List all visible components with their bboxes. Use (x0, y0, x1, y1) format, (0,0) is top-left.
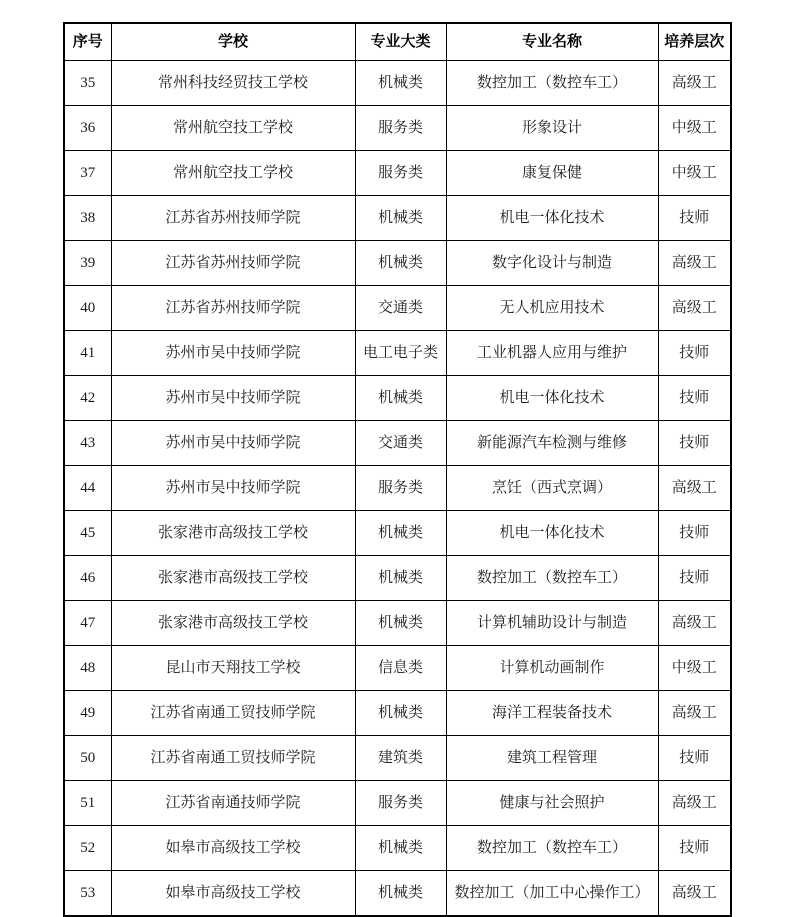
cell-school: 苏州市吴中技师学院 (111, 466, 355, 511)
cell-training-level: 高级工 (658, 691, 731, 736)
cell-serial-number: 36 (64, 106, 111, 151)
cell-major-category: 服务类 (355, 151, 446, 196)
cell-major-name: 数控加工（数控车工） (446, 826, 658, 871)
cell-school: 张家港市高级技工学校 (111, 601, 355, 646)
cell-major-category: 机械类 (355, 196, 446, 241)
cell-school: 常州航空技工学校 (111, 151, 355, 196)
cell-major-name: 健康与社会照护 (446, 781, 658, 826)
table-row (64, 646, 731, 691)
cell-training-level: 技师 (658, 196, 731, 241)
table-row (64, 826, 731, 871)
table-body (64, 61, 731, 917)
column-header-serial-number: 序号 (64, 23, 111, 61)
cell-major-name: 机电一体化技术 (446, 196, 658, 241)
cell-school: 如皋市高级技工学校 (111, 871, 355, 917)
table-row (64, 151, 731, 196)
cell-serial-number: 52 (64, 826, 111, 871)
table-row (64, 61, 731, 106)
cell-school: 江苏省苏州技师学院 (111, 241, 355, 286)
cell-training-level: 技师 (658, 556, 731, 601)
cell-school: 江苏省苏州技师学院 (111, 196, 355, 241)
cell-major-name: 计算机动画制作 (446, 646, 658, 691)
column-header-school: 学校 (111, 23, 355, 61)
cell-school: 江苏省南通工贸技师学院 (111, 736, 355, 781)
table-row (64, 106, 731, 151)
cell-serial-number: 40 (64, 286, 111, 331)
cell-training-level: 高级工 (658, 286, 731, 331)
cell-major-name: 数控加工（数控车工） (446, 556, 658, 601)
cell-training-level: 高级工 (658, 241, 731, 286)
cell-serial-number: 39 (64, 241, 111, 286)
table-row (64, 241, 731, 286)
cell-major-name: 建筑工程管理 (446, 736, 658, 781)
cell-school: 苏州市吴中技师学院 (111, 331, 355, 376)
cell-major-category: 机械类 (355, 376, 446, 421)
cell-training-level: 高级工 (658, 466, 731, 511)
table-row (64, 331, 731, 376)
table-row (64, 556, 731, 601)
cell-serial-number: 41 (64, 331, 111, 376)
cell-major-category: 机械类 (355, 511, 446, 556)
cell-school: 苏州市吴中技师学院 (111, 376, 355, 421)
cell-serial-number: 45 (64, 511, 111, 556)
table-row (64, 736, 731, 781)
cell-school: 江苏省南通技师学院 (111, 781, 355, 826)
cell-serial-number: 42 (64, 376, 111, 421)
cell-training-level: 中级工 (658, 106, 731, 151)
cell-serial-number: 46 (64, 556, 111, 601)
cell-major-category: 交通类 (355, 421, 446, 466)
table-row (64, 286, 731, 331)
cell-major-category: 机械类 (355, 691, 446, 736)
cell-serial-number: 44 (64, 466, 111, 511)
cell-serial-number: 49 (64, 691, 111, 736)
cell-training-level: 中级工 (658, 151, 731, 196)
cell-school: 常州科技经贸技工学校 (111, 61, 355, 106)
cell-major-category: 机械类 (355, 826, 446, 871)
cell-school: 如皋市高级技工学校 (111, 826, 355, 871)
cell-serial-number: 43 (64, 421, 111, 466)
cell-major-name: 烹饪（西式烹调） (446, 466, 658, 511)
table-row (64, 781, 731, 826)
cell-major-category: 建筑类 (355, 736, 446, 781)
cell-major-category: 信息类 (355, 646, 446, 691)
school-majors-table-container (63, 22, 730, 901)
header-row (64, 23, 731, 61)
cell-school: 苏州市吴中技师学院 (111, 421, 355, 466)
cell-major-name: 数控加工（数控车工） (446, 61, 658, 106)
cell-training-level: 技师 (658, 736, 731, 781)
cell-training-level: 技师 (658, 376, 731, 421)
cell-training-level: 高级工 (658, 781, 731, 826)
cell-training-level: 技师 (658, 511, 731, 556)
cell-major-name: 机电一体化技术 (446, 376, 658, 421)
cell-major-name: 康复保健 (446, 151, 658, 196)
cell-training-level: 技师 (658, 331, 731, 376)
column-header-major-name: 专业名称 (446, 23, 658, 61)
cell-school: 昆山市天翔技工学校 (111, 646, 355, 691)
cell-major-category: 电工电子类 (355, 331, 446, 376)
cell-major-name: 数控加工（加工中心操作工） (446, 871, 658, 917)
cell-serial-number: 47 (64, 601, 111, 646)
table-row (64, 511, 731, 556)
cell-serial-number: 35 (64, 61, 111, 106)
cell-training-level: 高级工 (658, 871, 731, 917)
cell-serial-number: 50 (64, 736, 111, 781)
table-row (64, 601, 731, 646)
cell-major-name: 计算机辅助设计与制造 (446, 601, 658, 646)
cell-serial-number: 48 (64, 646, 111, 691)
cell-serial-number: 51 (64, 781, 111, 826)
column-header-training-level: 培养层次 (658, 23, 731, 61)
cell-school: 张家港市高级技工学校 (111, 511, 355, 556)
cell-serial-number: 53 (64, 871, 111, 917)
cell-major-name: 形象设计 (446, 106, 658, 151)
cell-training-level: 高级工 (658, 601, 731, 646)
cell-major-name: 机电一体化技术 (446, 511, 658, 556)
cell-major-name: 工业机器人应用与维护 (446, 331, 658, 376)
school-majors-table (63, 22, 732, 917)
table-row (64, 376, 731, 421)
cell-school: 张家港市高级技工学校 (111, 556, 355, 601)
cell-training-level: 技师 (658, 421, 731, 466)
table-row (64, 196, 731, 241)
cell-school: 常州航空技工学校 (111, 106, 355, 151)
cell-major-category: 交通类 (355, 286, 446, 331)
cell-serial-number: 37 (64, 151, 111, 196)
cell-school: 江苏省苏州技师学院 (111, 286, 355, 331)
cell-major-name: 数字化设计与制造 (446, 241, 658, 286)
cell-school: 江苏省南通工贸技师学院 (111, 691, 355, 736)
cell-major-category: 服务类 (355, 106, 446, 151)
cell-major-name: 新能源汽车检测与维修 (446, 421, 658, 466)
table-row (64, 466, 731, 511)
cell-major-category: 机械类 (355, 601, 446, 646)
cell-major-name: 海洋工程装备技术 (446, 691, 658, 736)
cell-major-name: 无人机应用技术 (446, 286, 658, 331)
cell-training-level: 中级工 (658, 646, 731, 691)
cell-training-level: 高级工 (658, 61, 731, 106)
table-row (64, 871, 731, 917)
cell-major-category: 机械类 (355, 241, 446, 286)
column-header-major-category: 专业大类 (355, 23, 446, 61)
cell-serial-number: 38 (64, 196, 111, 241)
cell-major-category: 机械类 (355, 61, 446, 106)
cell-training-level: 技师 (658, 826, 731, 871)
cell-major-category: 服务类 (355, 466, 446, 511)
cell-major-category: 机械类 (355, 871, 446, 917)
cell-major-category: 机械类 (355, 556, 446, 601)
table-row (64, 691, 731, 736)
cell-major-category: 服务类 (355, 781, 446, 826)
table-row (64, 421, 731, 466)
